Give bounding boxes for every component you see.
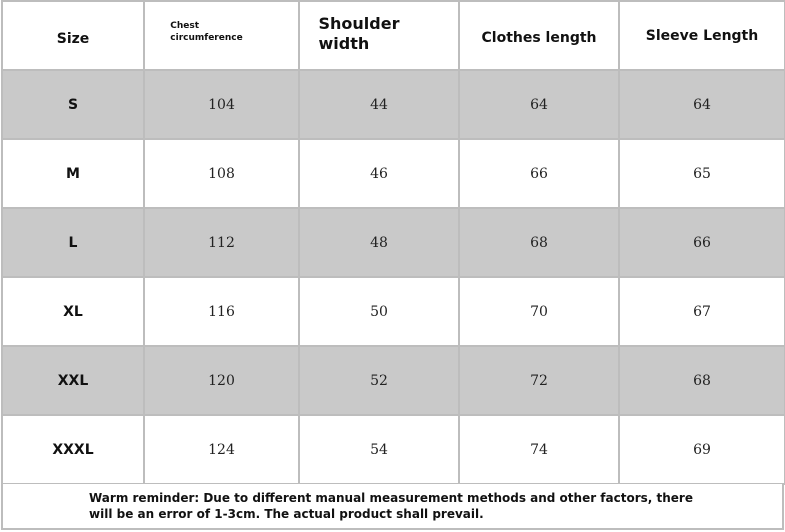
- header-shoulder-cell: [299, 1, 459, 70]
- shoulder-value: 54: [370, 441, 388, 458]
- size-table: [1, 0, 785, 485]
- chest-cell: [144, 70, 299, 139]
- shoulder-value: 48: [370, 234, 388, 251]
- table-row: [2, 277, 785, 346]
- chest-value: 116: [208, 303, 235, 320]
- table-row: [2, 346, 785, 415]
- clothes-value: 68: [530, 234, 548, 251]
- shoulder-cell: [299, 139, 459, 208]
- clothes-value: 74: [530, 441, 548, 458]
- shoulder-cell: [299, 208, 459, 277]
- sleeve-value: 65: [693, 165, 711, 182]
- chest-value: 124: [208, 441, 235, 458]
- header-chest-line1: Chest: [170, 20, 200, 31]
- sleeve-cell: [619, 415, 785, 484]
- chest-cell: [144, 346, 299, 415]
- clothes-cell: [459, 277, 619, 346]
- header-shoulder: [319, 14, 400, 54]
- header-chest-cell: [144, 1, 299, 70]
- size-label: L: [68, 234, 78, 251]
- clothes-value: 66: [530, 165, 548, 182]
- header-shoulder-line2: width: [318, 33, 370, 53]
- chest-cell: [144, 415, 299, 484]
- size-cell: [2, 277, 144, 346]
- header-sleeve-length: Sleeve Length: [645, 27, 759, 44]
- footer-note-box: [1, 484, 784, 530]
- chest-value: 108: [208, 165, 235, 182]
- size-label: XXL: [57, 372, 89, 389]
- size-label: XXXL: [52, 441, 94, 458]
- clothes-value: 70: [530, 303, 548, 320]
- shoulder-cell: [299, 415, 459, 484]
- header-chest: [170, 20, 242, 44]
- table-row: [2, 208, 785, 277]
- chest-value: 120: [208, 372, 235, 389]
- shoulder-cell: [299, 277, 459, 346]
- header-clothes-length: Clothes length: [481, 30, 597, 46]
- table-row: [2, 415, 785, 484]
- size-label: S: [67, 96, 79, 113]
- header-chest-line2: circumference: [170, 32, 243, 43]
- shoulder-value: 46: [370, 165, 388, 182]
- sleeve-cell: [619, 277, 785, 346]
- size-cell: [2, 70, 144, 139]
- clothes-value: 64: [530, 96, 548, 113]
- table-row: [2, 139, 785, 208]
- sleeve-cell: [619, 70, 785, 139]
- sleeve-cell: [619, 346, 785, 415]
- shoulder-cell: [299, 70, 459, 139]
- header-shoulder-line1: Shoulder: [318, 13, 400, 33]
- size-label: XL: [63, 303, 83, 320]
- header-sleeve-cell: [619, 1, 785, 70]
- chest-cell: [144, 139, 299, 208]
- table-row: [2, 70, 785, 139]
- clothes-cell: [459, 208, 619, 277]
- warm-reminder-text: Warm reminder: Due to different manual measurement methods and other factors, there will be an error of 1-3cm. The actual product shall prevail.: [89, 491, 693, 521]
- sleeve-cell: [619, 208, 785, 277]
- chest-cell: [144, 208, 299, 277]
- shoulder-value: 50: [370, 303, 388, 320]
- size-label: M: [66, 165, 80, 182]
- clothes-cell: [459, 139, 619, 208]
- size-cell: [2, 208, 144, 277]
- sleeve-value: 68: [693, 372, 711, 389]
- size-cell: [2, 415, 144, 484]
- chest-value: 104: [208, 96, 235, 113]
- sleeve-value: 66: [693, 234, 711, 251]
- shoulder-value: 44: [370, 96, 388, 113]
- clothes-cell: [459, 70, 619, 139]
- chest-value: 112: [208, 234, 235, 251]
- header-row: [2, 1, 785, 70]
- size-cell: [2, 346, 144, 415]
- clothes-value: 72: [530, 372, 548, 389]
- shoulder-value: 52: [370, 372, 388, 389]
- size-cell: [2, 139, 144, 208]
- header-clothes-cell: [459, 1, 619, 70]
- sleeve-value: 64: [693, 96, 711, 113]
- sleeve-value: 69: [693, 441, 711, 458]
- shoulder-cell: [299, 346, 459, 415]
- header-size: Size: [56, 31, 90, 47]
- sleeve-value: 67: [693, 303, 711, 320]
- clothes-cell: [459, 415, 619, 484]
- chest-cell: [144, 277, 299, 346]
- header-size-cell: [2, 1, 144, 70]
- clothes-cell: [459, 346, 619, 415]
- sleeve-cell: [619, 139, 785, 208]
